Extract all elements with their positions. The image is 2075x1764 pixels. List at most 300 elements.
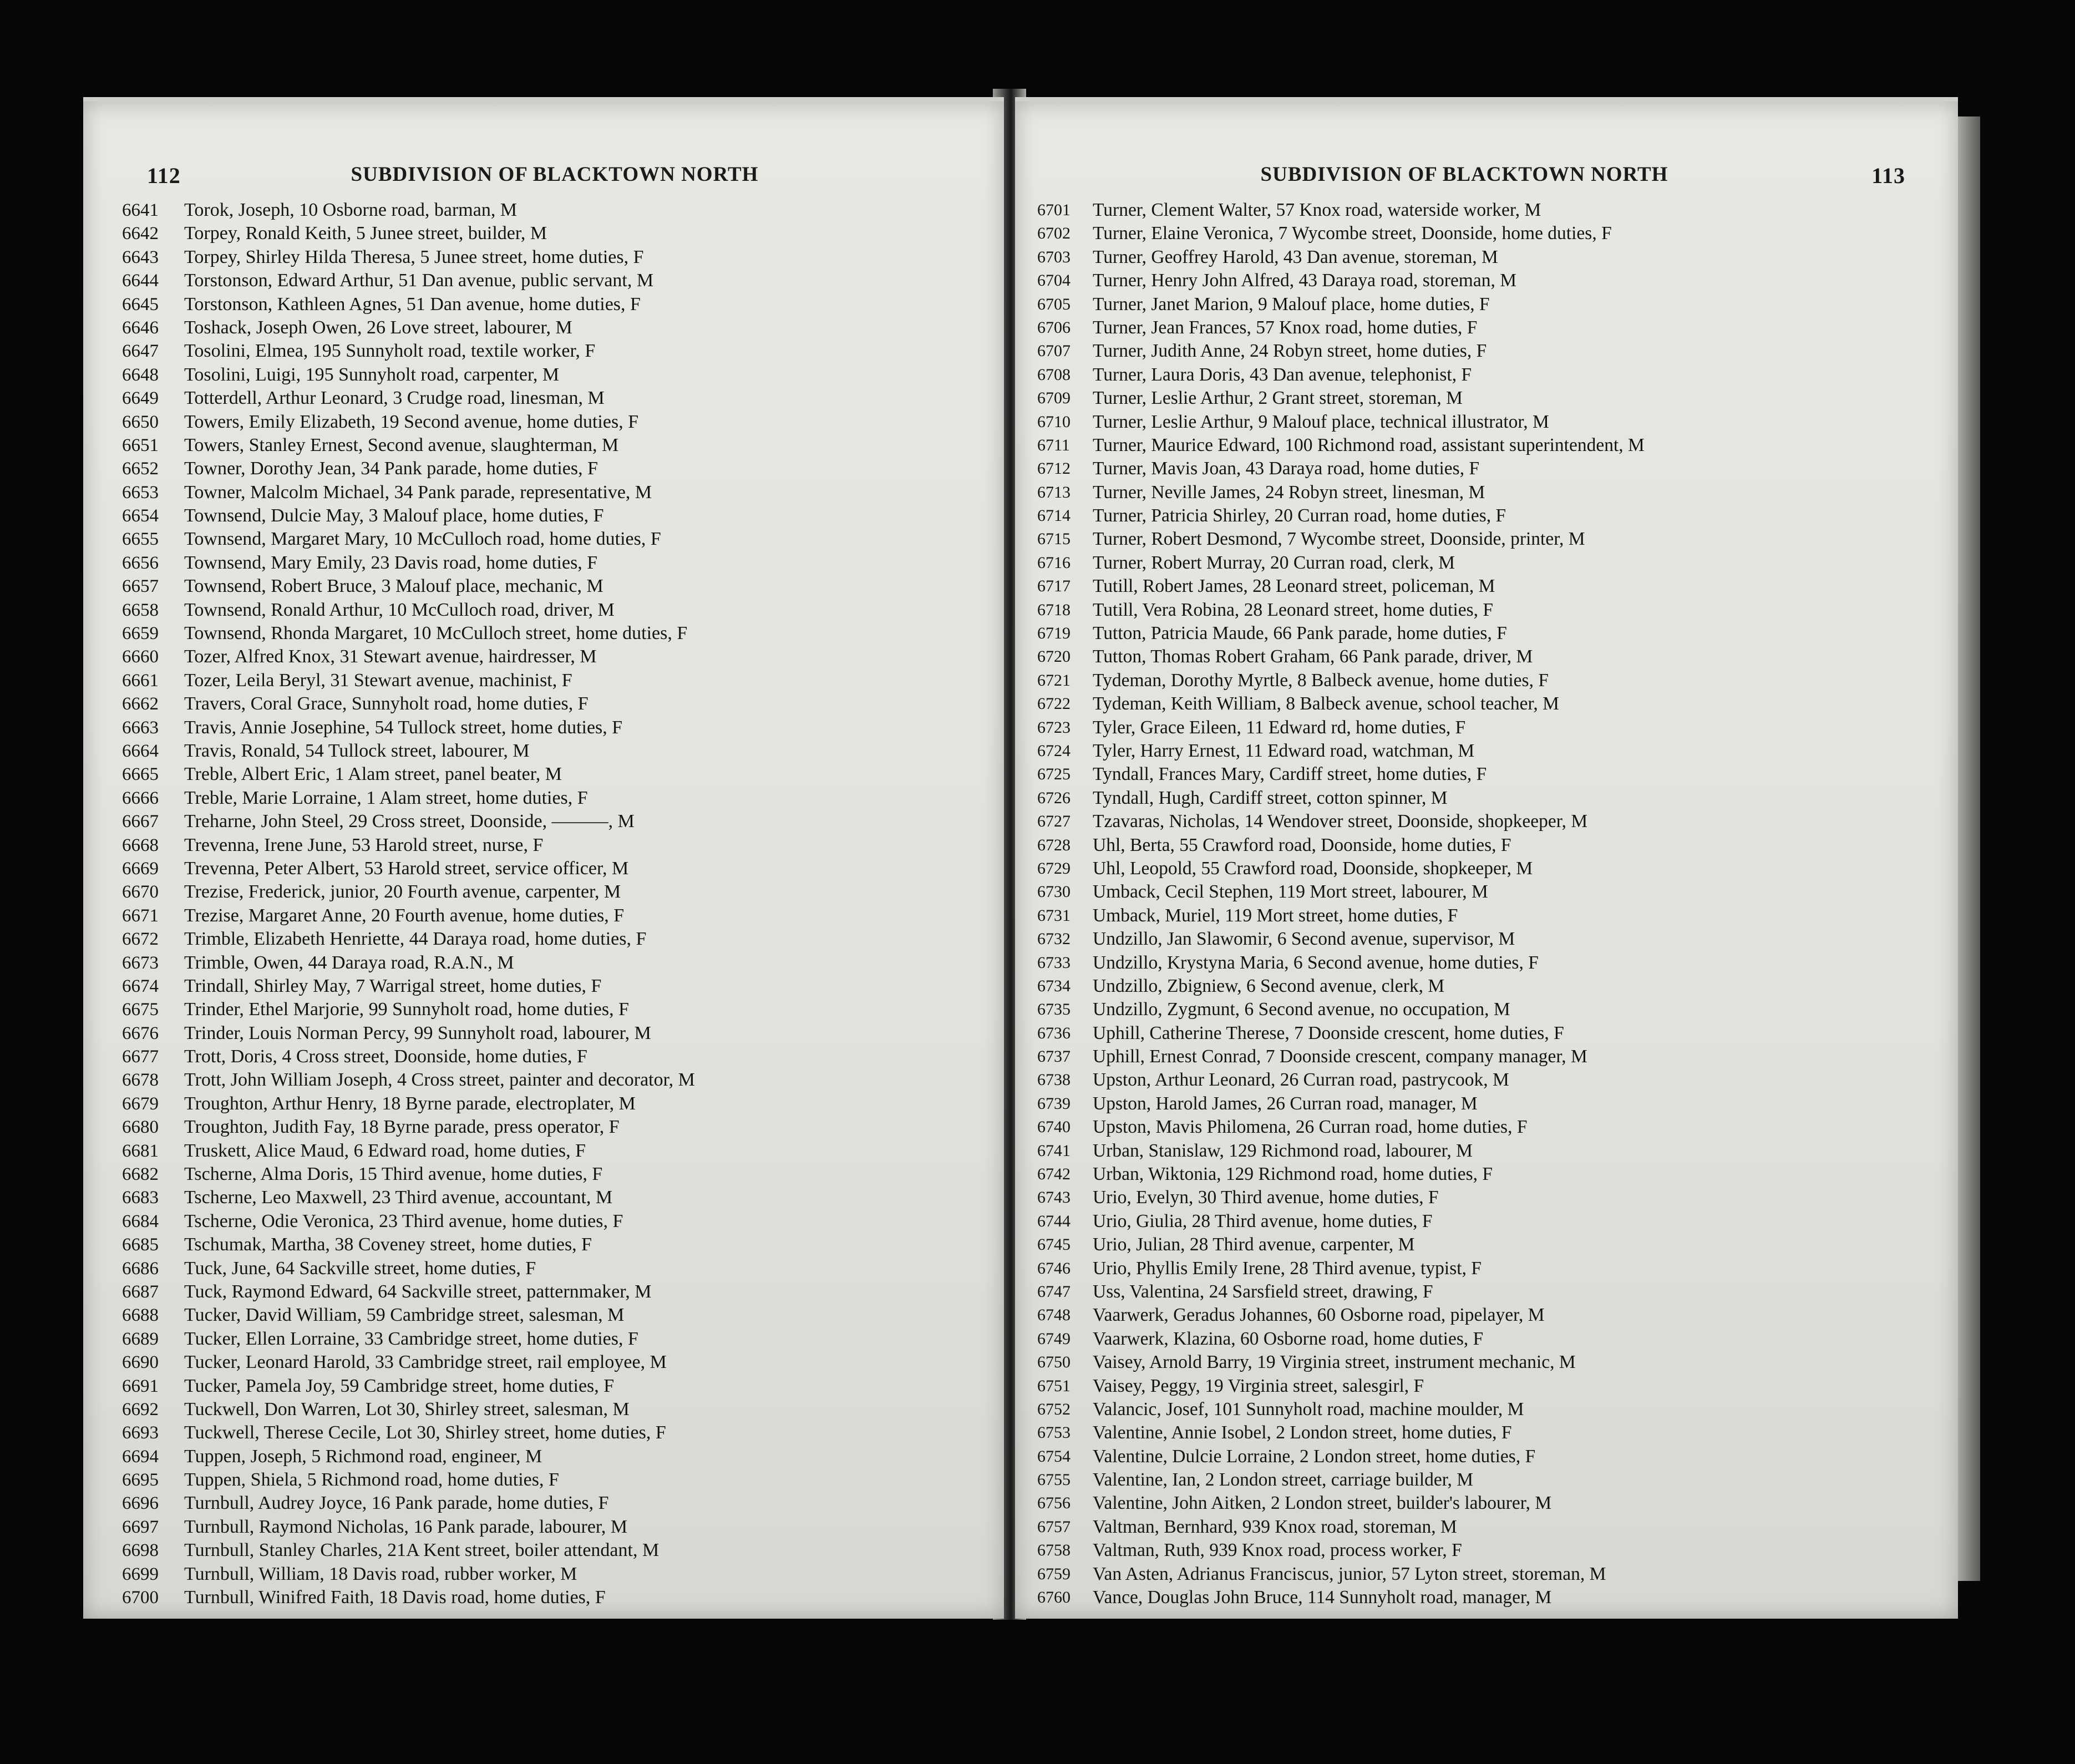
entry-number: 6656 (122, 552, 159, 573)
elector-entry (122, 528, 982, 551)
entry-text: Vaarwerk, Klazina, 60 Osborne road, home duties, F (1093, 1328, 1484, 1349)
entry-text: Tucker, Leonard Harold, 33 Cambridge street, rail employee, M (184, 1352, 667, 1373)
entry-text: Tuckwell, Don Warren, Lot 30, Shirley street, salesman, M (184, 1398, 630, 1420)
entry-text: Tuckwell, Therese Cecile, Lot 30, Shirley street, home duties, F (184, 1422, 666, 1443)
entry-text: Vance, Douglas John Bruce, 114 Sunnyholt road, manager, M (1093, 1587, 1552, 1608)
entry-text: Urio, Evelyn, 30 Third avenue, home duties, F (1093, 1187, 1439, 1208)
entry-number: 6740 (1037, 1118, 1071, 1137)
elector-entry (1037, 457, 1925, 480)
entry-text: Trezise, Frederick, junior, 20 Fourth avenue, carpenter, M (184, 881, 621, 903)
elector-entry (1037, 927, 1925, 951)
entry-number: 6753 (1037, 1423, 1071, 1442)
entry-text: Turner, Leslie Arthur, 9 Malouf place, technical illustrator, M (1093, 411, 1549, 432)
elector-entry (1037, 622, 1925, 645)
entry-number: 6712 (1037, 459, 1071, 478)
entry-text: Turner, Maurice Edward, 100 Richmond road, assistant superintendent, M (1093, 434, 1645, 455)
entry-number: 6754 (1037, 1447, 1071, 1466)
entry-number: 6751 (1037, 1376, 1071, 1395)
entry-number: 6733 (1037, 953, 1071, 972)
entry-text: Tyndall, Hugh, Cardiff street, cotton spinner, M (1093, 787, 1448, 808)
entry-number: 6721 (1037, 671, 1071, 690)
entry-number: 6685 (122, 1235, 159, 1255)
entry-number: 6687 (122, 1281, 159, 1302)
elector-entry (122, 293, 982, 316)
elector-entry (1037, 1139, 1925, 1163)
entry-text: Turner, Elaine Veronica, 7 Wycombe street, Doonside, home duties, F (1093, 223, 1612, 244)
entry-text: Treble, Albert Eric, 1 Alam street, panel beater, M (184, 764, 562, 785)
elector-entry (122, 199, 982, 222)
elector-entry (122, 834, 982, 857)
entry-number: 6693 (122, 1423, 159, 1443)
left-entry-list (122, 199, 982, 1609)
entry-number: 6659 (122, 624, 159, 644)
entry-number: 6669 (122, 858, 159, 879)
entry-number: 6735 (1037, 1000, 1071, 1019)
elector-entry (122, 1492, 982, 1515)
elector-entry (122, 1116, 982, 1139)
elector-entry (1037, 1068, 1925, 1092)
entry-number: 6757 (1037, 1517, 1071, 1536)
entry-number: 6668 (122, 835, 159, 855)
elector-entry (122, 316, 982, 339)
entry-number: 6678 (122, 1070, 159, 1091)
entry-text: Van Asten, Adrianus Franciscus, junior, 57 Lyton street, storeman, M (1093, 1563, 1606, 1584)
entry-text: Turner, Clement Walter, 57 Knox road, waterside worker, M (1093, 200, 1541, 220)
elector-entry (1037, 645, 1925, 668)
entry-number: 6737 (1037, 1047, 1071, 1066)
entry-text: Travers, Coral Grace, Sunnyholt road, home duties, F (184, 693, 588, 714)
entry-number: 6747 (1037, 1282, 1071, 1301)
entry-text: Tydeman, Keith William, 8 Balbeck avenue, school teacher, M (1093, 693, 1559, 714)
entry-number: 6738 (1037, 1071, 1071, 1089)
entry-text: Tyndall, Frances Mary, Cardiff street, home duties, F (1093, 764, 1487, 785)
elector-entry (122, 1563, 982, 1586)
entry-text: Umback, Cecil Stephen, 119 Mort street, labourer, M (1093, 881, 1488, 903)
entry-number: 6676 (122, 1023, 159, 1043)
entry-text: Tyler, Harry Ernest, 11 Edward road, watchman, M (1093, 740, 1475, 761)
elector-entry (1037, 551, 1925, 575)
entry-text: Trott, Doris, 4 Cross street, Doonside, home duties, F (184, 1046, 587, 1067)
elector-entry (1037, 763, 1925, 786)
entry-text: Tosolini, Luigi, 195 Sunnyholt road, carpenter, M (184, 364, 560, 385)
entry-number: 6717 (1037, 577, 1071, 596)
entry-text: Turner, Laura Doris, 43 Dan avenue, telephonist, F (1093, 364, 1472, 385)
entry-number: 6691 (122, 1376, 159, 1396)
entry-text: Turner, Neville James, 24 Robyn street, linesman, M (1093, 481, 1485, 503)
entry-text: Torpey, Ronald Keith, 5 Junee street, builder, M (184, 223, 547, 244)
elector-entry (122, 1186, 982, 1209)
elector-entry (1037, 434, 1925, 457)
elector-entry (1037, 316, 1925, 339)
entry-text: Upston, Harold James, 26 Curran road, manager, M (1093, 1093, 1478, 1114)
entry-number: 6714 (1037, 506, 1071, 525)
elector-entry (122, 1045, 982, 1068)
entry-text: Townsend, Margaret Mary, 10 McCulloch road, home duties, F (184, 529, 661, 550)
entry-number: 6674 (122, 976, 159, 996)
entry-number: 6744 (1037, 1212, 1071, 1230)
elector-entry (1037, 787, 1925, 810)
entry-number: 6748 (1037, 1306, 1071, 1325)
entry-number: 6663 (122, 717, 159, 738)
elector-entry (1037, 1163, 1925, 1186)
right-running-head: SUBDIVISION OF BLACKTOWN NORTH (1260, 163, 1668, 186)
elector-entry (1037, 222, 1925, 245)
entry-number: 6647 (122, 341, 159, 362)
entry-number: 6690 (122, 1352, 159, 1373)
entry-text: Townsend, Robert Bruce, 3 Malouf place, mechanic, M (184, 576, 603, 597)
entry-number: 6710 (1037, 412, 1071, 431)
elector-entry (122, 1375, 982, 1398)
entry-number: 6726 (1037, 788, 1071, 807)
entry-number: 6670 (122, 882, 159, 903)
elector-entry (1037, 857, 1925, 880)
elector-entry (122, 1398, 982, 1421)
entry-text: Townsend, Rhonda Margaret, 10 McCulloch street, home duties, F (184, 623, 688, 644)
entry-number: 6707 (1037, 342, 1071, 361)
entry-number: 6649 (122, 388, 159, 409)
entry-number: 6672 (122, 929, 159, 950)
entry-text: Tutill, Vera Robina, 28 Leonard street, home duties, F (1093, 599, 1494, 620)
elector-entry (1037, 1468, 1925, 1492)
elector-entry (122, 269, 982, 292)
entry-text: Upston, Arthur Leonard, 26 Curran road, pastrycook, M (1093, 1069, 1509, 1091)
entry-text: Tuck, Raymond Edward, 64 Sackville street, patternmaker, M (184, 1281, 652, 1302)
entry-text: Travis, Annie Josephine, 54 Tullock street, home duties, F (184, 717, 623, 738)
right-page-number: 113 (1871, 163, 1905, 188)
elector-entry (1037, 1351, 1925, 1374)
elector-entry (122, 434, 982, 457)
entry-text: Turnbull, Raymond Nicholas, 16 Pank parade, labourer, M (184, 1516, 628, 1537)
entry-text: Valtman, Ruth, 939 Knox road, process worker, F (1093, 1540, 1462, 1561)
elector-entry (122, 998, 982, 1021)
entry-number: 6684 (122, 1211, 159, 1231)
entry-number: 6758 (1037, 1541, 1071, 1560)
entry-text: Trindall, Shirley May, 7 Warrigal street, home duties, F (184, 975, 602, 996)
entry-text: Torpey, Shirley Hilda Theresa, 5 Junee street, home duties, F (184, 246, 644, 267)
entry-text: Totterdell, Arthur Leonard, 3 Crudge road, linesman, M (184, 388, 605, 409)
entry-number: 6734 (1037, 976, 1071, 995)
elector-entry (122, 1468, 982, 1492)
entry-number: 6682 (122, 1164, 159, 1185)
left-page (83, 97, 1004, 1619)
entry-number: 6683 (122, 1188, 159, 1208)
right-page (1015, 97, 1958, 1619)
right-page-header (1015, 163, 1958, 196)
entry-number: 6648 (122, 364, 159, 385)
entry-number: 6724 (1037, 741, 1071, 760)
entry-text: Travis, Ronald, 54 Tullock street, labourer, M (184, 740, 530, 761)
entry-text: Tuppen, Joseph, 5 Richmond road, engineer, M (184, 1446, 542, 1467)
entry-number: 6709 (1037, 389, 1071, 408)
elector-entry (122, 457, 982, 480)
entry-number: 6745 (1037, 1235, 1071, 1254)
elector-entry (1037, 1092, 1925, 1116)
elector-entry (1037, 1304, 1925, 1327)
elector-entry (122, 504, 982, 528)
entry-number: 6651 (122, 435, 159, 455)
entry-text: Uphill, Ernest Conrad, 7 Doonside crescent, company manager, M (1093, 1046, 1587, 1067)
elector-entry (1037, 810, 1925, 833)
elector-entry (1037, 199, 1925, 222)
elector-entry (1037, 975, 1925, 998)
entry-number: 6703 (1037, 247, 1071, 266)
entry-text: Turner, Judith Anne, 24 Robyn street, home duties, F (1093, 341, 1487, 362)
elector-entry (1037, 1515, 1925, 1539)
right-entry-list (1037, 199, 1925, 1609)
elector-entry (122, 1233, 982, 1256)
entry-text: Turner, Robert Murray, 20 Curran road, clerk, M (1093, 552, 1455, 573)
entry-text: Treharne, John Steel, 29 Cross street, Doonside, ———, M (184, 811, 635, 832)
entry-text: Urio, Julian, 28 Third avenue, carpenter, M (1093, 1234, 1415, 1255)
elector-entry (122, 387, 982, 410)
elector-entry (122, 716, 982, 739)
elector-entry (122, 669, 982, 692)
elector-entry (122, 1586, 982, 1609)
elector-entry (122, 880, 982, 904)
elector-entry (122, 1139, 982, 1163)
entry-text: Trevenna, Irene June, 53 Harold street, nurse, F (184, 834, 544, 855)
entry-text: Tyler, Grace Eileen, 11 Edward rd, home duties, F (1093, 717, 1466, 738)
entry-text: Towers, Emily Elizabeth, 19 Second avenue, home duties, F (184, 411, 639, 432)
entry-text: Turner, Leslie Arthur, 2 Grant street, storeman, M (1093, 388, 1463, 409)
entry-number: 6695 (122, 1470, 159, 1491)
entry-text: Tucker, Ellen Lorraine, 33 Cambridge street, home duties, F (184, 1328, 638, 1349)
entry-text: Trevenna, Peter Albert, 53 Harold street, service officer, M (184, 858, 629, 879)
entry-text: Uhl, Leopold, 55 Crawford road, Doonside, shopkeeper, M (1093, 858, 1533, 879)
entry-text: Valancic, Josef, 101 Sunnyholt road, machine moulder, M (1093, 1398, 1524, 1420)
entry-number: 6743 (1037, 1188, 1071, 1207)
entry-text: Trimble, Owen, 44 Daraya road, R.A.N., M (184, 952, 514, 973)
elector-entry (1037, 1445, 1925, 1468)
entry-text: Vaarwerk, Geradus Johannes, 60 Osborne road, pipelayer, M (1093, 1305, 1545, 1326)
entry-text: Tutton, Patricia Maude, 66 Pank parade, home duties, F (1093, 623, 1507, 644)
entry-number: 6664 (122, 741, 159, 761)
elector-entry (122, 622, 982, 645)
entry-number: 6655 (122, 529, 159, 550)
elector-entry (1037, 246, 1925, 269)
elector-entry (1037, 1186, 1925, 1209)
entry-number: 6675 (122, 1000, 159, 1020)
elector-entry (1037, 880, 1925, 904)
entry-number: 6742 (1037, 1165, 1071, 1184)
entry-text: Torstonson, Kathleen Agnes, 51 Dan avenue, home duties, F (184, 293, 641, 315)
entry-text: Vaisey, Arnold Barry, 19 Virginia street, instrument mechanic, M (1093, 1352, 1576, 1373)
elector-entry (1037, 1539, 1925, 1562)
elector-entry (122, 739, 982, 763)
elector-entry (122, 410, 982, 434)
entry-number: 6711 (1037, 435, 1070, 454)
entry-number: 6697 (122, 1517, 159, 1537)
elector-entry (122, 975, 982, 998)
elector-entry (122, 222, 982, 245)
left-page-header (83, 163, 1004, 196)
elector-entry (1037, 387, 1925, 410)
entry-text: Turnbull, Winifred Faith, 18 Davis road, home duties, F (184, 1587, 606, 1608)
elector-entry (1037, 834, 1925, 857)
entry-text: Undzillo, Zygmunt, 6 Second avenue, no occupation, M (1093, 999, 1510, 1020)
elector-entry (122, 481, 982, 504)
elector-entry (122, 857, 982, 880)
entry-text: Vaisey, Peggy, 19 Virginia street, salesgirl, F (1093, 1375, 1424, 1396)
elector-entry (122, 1304, 982, 1327)
entry-text: Townsend, Ronald Arthur, 10 McCulloch road, driver, M (184, 599, 615, 620)
entry-text: Turner, Patricia Shirley, 20 Curran road, home duties, F (1093, 505, 1506, 526)
entry-number: 6729 (1037, 859, 1071, 878)
elector-entry (1037, 1210, 1925, 1233)
entry-number: 6645 (122, 294, 159, 315)
elector-entry (122, 1210, 982, 1233)
entry-number: 6694 (122, 1446, 159, 1467)
entry-number: 6702 (1037, 224, 1071, 243)
entry-text: Toshack, Joseph Owen, 26 Love street, labourer, M (184, 317, 572, 338)
entry-number: 6715 (1037, 530, 1071, 549)
entry-text: Urio, Phyllis Emily Irene, 28 Third avenue, typist, F (1093, 1258, 1482, 1279)
entry-number: 6646 (122, 317, 159, 338)
elector-entry (1037, 1563, 1925, 1586)
entry-number: 6719 (1037, 624, 1071, 643)
entry-text: Uss, Valentina, 24 Sarsfield street, drawing, F (1093, 1281, 1433, 1302)
entry-number: 6692 (122, 1399, 159, 1420)
entry-number: 6752 (1037, 1400, 1071, 1418)
entry-text: Upston, Mavis Philomena, 26 Curran road, home duties, F (1093, 1117, 1528, 1138)
entry-number: 6708 (1037, 365, 1071, 384)
entry-text: Tydeman, Dorothy Myrtle, 8 Balbeck avenue, home duties, F (1093, 670, 1549, 691)
entry-number: 6741 (1037, 1141, 1071, 1160)
entry-text: Treble, Marie Lorraine, 1 Alam street, home duties, F (184, 787, 588, 808)
entry-text: Uhl, Berta, 55 Crawford road, Doonside, home duties, F (1093, 834, 1511, 855)
elector-entry (122, 763, 982, 786)
left-running-head: SUBDIVISION OF BLACKTOWN NORTH (351, 163, 759, 186)
entry-text: Umback, Muriel, 119 Mort street, home duties, F (1093, 905, 1458, 926)
entry-number: 6749 (1037, 1329, 1071, 1348)
elector-entry (1037, 339, 1925, 363)
entry-text: Tosolini, Elmea, 195 Sunnyholt road, textile worker, F (184, 341, 596, 362)
entry-number: 6673 (122, 952, 159, 973)
elector-entry (1037, 528, 1925, 551)
entry-text: Tozer, Leila Beryl, 31 Stewart avenue, machinist, F (184, 670, 572, 691)
elector-entry (122, 1445, 982, 1468)
entry-number: 6713 (1037, 483, 1071, 501)
elector-entry (1037, 481, 1925, 504)
entry-number: 6671 (122, 905, 159, 926)
elector-entry (1037, 1586, 1925, 1609)
entry-text: Turner, Janet Marion, 9 Malouf place, home duties, F (1093, 293, 1490, 315)
entry-text: Trinder, Ethel Marjorie, 99 Sunnyholt road, home duties, F (184, 999, 629, 1020)
entry-text: Valentine, Annie Isobel, 2 London street, home duties, F (1093, 1422, 1512, 1443)
entry-number: 6727 (1037, 812, 1071, 831)
elector-entry (122, 1421, 982, 1444)
entry-text: Townsend, Dulcie May, 3 Malouf place, home duties, F (184, 505, 604, 526)
elector-entry (122, 1163, 982, 1186)
entry-text: Undzillo, Jan Slawomir, 6 Second avenue, supervisor, M (1093, 929, 1515, 950)
entry-number: 6699 (122, 1564, 159, 1584)
entry-number: 6641 (122, 200, 159, 220)
entry-text: Urban, Stanislaw, 129 Richmond road, labourer, M (1093, 1140, 1473, 1161)
entry-text: Turner, Henry John Alfred, 43 Daraya road, storeman, M (1093, 270, 1517, 291)
entry-text: Undzillo, Zbigniew, 6 Second avenue, clerk, M (1093, 975, 1445, 996)
entry-number: 6677 (122, 1047, 159, 1067)
entry-number: 6760 (1037, 1588, 1071, 1607)
elector-entry (1037, 692, 1925, 716)
elector-entry (122, 1068, 982, 1092)
elector-entry (122, 951, 982, 975)
entry-number: 6739 (1037, 1094, 1071, 1113)
entry-text: Trinder, Louis Norman Percy, 99 Sunnyholt road, labourer, M (184, 1022, 651, 1043)
entry-number: 6657 (122, 576, 159, 597)
elector-entry (1037, 1022, 1925, 1045)
entry-text: Turnbull, William, 18 Davis road, rubber worker, M (184, 1563, 577, 1584)
entry-text: Trimble, Elizabeth Henriette, 44 Daraya road, home duties, F (184, 929, 647, 950)
entry-text: Turnbull, Stanley Charles, 21A Kent street, boiler attendant, M (184, 1540, 659, 1561)
entry-text: Urban, Wiktonia, 129 Richmond road, home duties, F (1093, 1164, 1493, 1185)
entry-text: Truskett, Alice Maud, 6 Edward road, home duties, F (184, 1140, 586, 1161)
entry-text: Towers, Stanley Ernest, Second avenue, slaughterman, M (184, 434, 619, 455)
entry-text: Turner, Mavis Joan, 43 Daraya road, home duties, F (1093, 458, 1480, 479)
entry-number: 6728 (1037, 835, 1071, 854)
entry-number: 6681 (122, 1140, 159, 1161)
entry-number: 6736 (1037, 1023, 1071, 1042)
entry-number: 6660 (122, 647, 159, 667)
entry-text: Uphill, Catherine Therese, 7 Doonside crescent, home duties, F (1093, 1022, 1564, 1043)
elector-entry (122, 363, 982, 387)
entry-number: 6755 (1037, 1471, 1071, 1489)
entry-text: Townsend, Mary Emily, 23 Davis road, home duties, F (184, 552, 598, 573)
entry-number: 6653 (122, 482, 159, 503)
elector-entry (1037, 904, 1925, 927)
elector-entry (122, 645, 982, 668)
entry-number: 6730 (1037, 883, 1071, 901)
entry-text: Tutton, Thomas Robert Graham, 66 Pank parade, driver, M (1093, 646, 1533, 667)
entry-number: 6680 (122, 1117, 159, 1138)
entry-text: Towner, Dorothy Jean, 34 Pank parade, home duties, F (184, 458, 598, 479)
entry-number: 6667 (122, 812, 159, 832)
elector-entry (1037, 599, 1925, 622)
entry-number: 6725 (1037, 765, 1071, 784)
elector-entry (1037, 1375, 1925, 1398)
elector-entry (1037, 269, 1925, 292)
entry-text: Tuppen, Shiela, 5 Richmond road, home duties, F (184, 1469, 559, 1491)
entry-number: 6701 (1037, 201, 1071, 219)
entry-text: Urio, Giulia, 28 Third avenue, home duties, F (1093, 1210, 1433, 1231)
entry-number: 6759 (1037, 1564, 1071, 1583)
elector-entry (122, 1280, 982, 1304)
entry-text: Turner, Geoffrey Harold, 43 Dan avenue, storeman, M (1093, 246, 1498, 267)
entry-text: Tutill, Robert James, 28 Leonard street, policeman, M (1093, 576, 1495, 597)
entry-text: Tuck, June, 64 Sackville street, home duties, F (184, 1258, 536, 1279)
entry-number: 6666 (122, 788, 159, 808)
elector-entry (122, 927, 982, 951)
entry-number: 6698 (122, 1540, 159, 1561)
elector-entry (122, 810, 982, 833)
entry-number: 6665 (122, 764, 159, 785)
entry-text: Valentine, Ian, 2 London street, carriage builder, M (1093, 1469, 1474, 1491)
elector-entry (1037, 739, 1925, 763)
elector-entry (1037, 1280, 1925, 1304)
entry-text: Towner, Malcolm Michael, 34 Pank parade, representative, M (184, 481, 652, 503)
elector-entry (1037, 998, 1925, 1021)
entry-number: 6756 (1037, 1494, 1071, 1513)
elector-entry (122, 904, 982, 927)
entry-number: 6700 (122, 1588, 159, 1608)
entry-number: 6704 (1037, 271, 1071, 290)
entry-number: 6696 (122, 1493, 159, 1514)
elector-entry (122, 1257, 982, 1280)
entry-text: Valtman, Bernhard, 939 Knox road, storeman, M (1093, 1516, 1457, 1537)
elector-entry (1037, 1257, 1925, 1280)
entry-number: 6662 (122, 694, 159, 714)
elector-entry (1037, 1045, 1925, 1068)
entry-number: 6706 (1037, 318, 1071, 337)
